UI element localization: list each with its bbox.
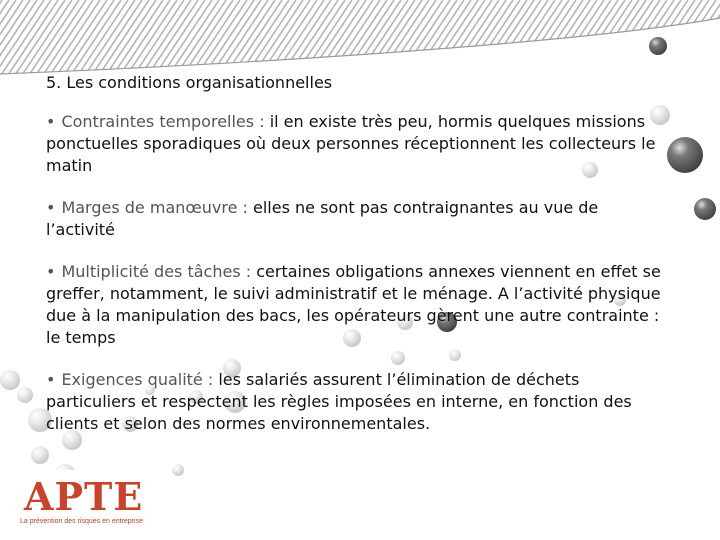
paragraph-marges-de-manoeuvre: [46, 197, 671, 241]
apte-logo: [14, 470, 150, 532]
paragraph-label: Exigences qualité :: [61, 370, 214, 389]
bullet-icon: •: [46, 262, 56, 281]
paragraph-text: il en existe très peu, hormis quelques missions ponctuelles sporadiques où deux personnes réceptionnent les collecteurs le matin: [46, 112, 656, 175]
bubble-shape: [694, 198, 716, 220]
slide-content: [46, 72, 671, 455]
paragraph-text: elles ne sont pas contraignantes au vue de l’activité: [46, 198, 599, 239]
paragraph-label: Multiplicité des tâches :: [61, 262, 252, 281]
paragraph-label: Contraintes temporelles :: [61, 112, 265, 131]
bullet-icon: •: [46, 198, 56, 217]
bubble-shape: [17, 387, 33, 403]
paragraph-multiplicite-des-taches: [46, 261, 671, 349]
bullet-icon: •: [46, 112, 56, 131]
paragraph-text: les salariés assurent l’élimination de déchets particuliers et respectent les règles imposées en interne, en fonction des clients et selon des normes environnementales.: [46, 370, 632, 433]
bubble-shape: [0, 370, 20, 390]
bullet-icon: •: [46, 370, 56, 389]
bubble-shape: [667, 137, 703, 173]
paragraph-text: certaines obligations annexes viennent en effet se greffer, notamment, le suivi administratif et le ménage. A l’activité physique due à la manipulation des bacs, les opérateurs gèrent une autre contrainte : le temps: [46, 262, 661, 347]
paragraph-label: Marges de manœuvre :: [61, 198, 248, 217]
bubble-shape: [172, 464, 184, 476]
paragraph-exigences-qualite: [46, 369, 671, 435]
bubble-shape: [649, 37, 667, 55]
logo-wordmark: APTE: [24, 474, 144, 519]
slide-heading: 5. Les conditions organisationnelles: [46, 73, 333, 92]
paragraph-contraintes-temporelles: [46, 111, 671, 177]
logo-tagline: La prévention des risques en entreprise: [20, 518, 143, 525]
